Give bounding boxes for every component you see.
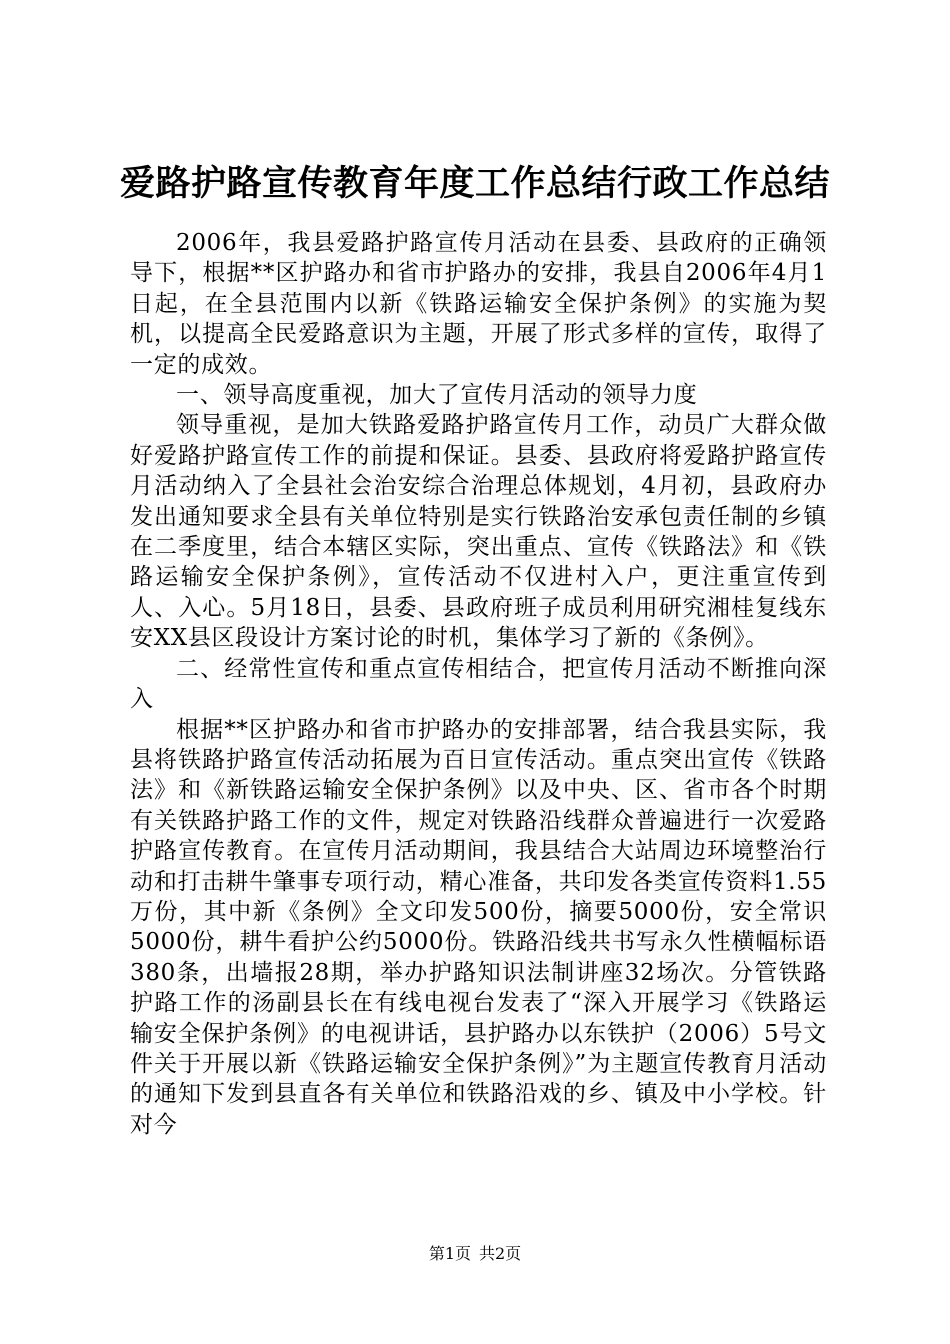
page-number: 第1页 xyxy=(428,1244,471,1263)
page-total: 共2页 xyxy=(479,1244,522,1263)
page-footer xyxy=(0,1244,950,1264)
document-body xyxy=(130,228,827,1140)
section-heading-2: 二、经常性宣传和重点宣传相结合，把宣传月活动不断推向深入 xyxy=(130,655,827,713)
paragraph-section-1: 领导重视，是加大铁路爱路护路宣传月工作，动员广大群众做好爱路护路宣传工作的前提和保证。县委、县政府将爱路护路宣传月活动纳入了全县社会治安综合治理总体规划，4月初，县政府办发出通知要求全县有关单位特别是实行铁路治安承包责任制的乡镇在二季度里，结合本辖区实际，突出重点、宣传《铁路法》和《铁路运输安全保护条例》，宣传活动不仅进村入户，更注重宣传到人、入心。5月18日，县委、县政府班子成员利用研究湘桂复线东安XX县区段设计方案讨论的时机，集体学习了新的《条例》。 xyxy=(130,412,827,652)
paragraph-intro: 2006年，我县爱路护路宣传月活动在县委、县政府的正确领导下，根据**区护路办和省市护路办的安排，我县自2006年4月1日起，在全县范围内以新《铁路运输安全保护条例》的实施为契机，以提高全民爱路意识为主题，开展了形式多样的宣传，取得了一定的成效。 xyxy=(130,230,827,378)
section-heading-1: 一、领导高度重视，加大了宣传月活动的领导力度 xyxy=(176,382,698,409)
document-title: 爱路护路宣传教育年度工作总结行政工作总结 xyxy=(119,163,830,204)
paragraph-section-2: 根据**区护路办和省市护路办的安排部署，结合我县实际，我县将铁路护路宣传活动拓展为百日宣传活动。重点突出宣传《铁路法》和《新铁路运输安全保护条例》以及中央、区、省市各个时期有关铁路护路工作的文件，规定对铁路沿线群众普遍进行一次爱路护路宣传教育。在宣传月活动期间，我县结合大站周边环境整治行动和打击耕牛肇事专项行动，精心准备，共印发各类宣传资料1.55万份，其中新《条例》全文印发500份，摘要5000份，安全常识5000份，耕牛看护公约5000份。铁路沿线共书写永久性横幅标语380条，出墙报28期，举办护路知识法制讲座32场次。分管铁路护路工作的汤副县长在有线电视台发表了“深入开展学习《铁路运输安全保护条例》的电视讲话，县护路办以东铁护（2006）5号文件关于开展以新《铁路运输安全保护条例》”为主题宣传教育月活动的通知下发到县直各有关单位和铁路沿戏的乡、镇及中小学校。针对今 xyxy=(130,716,827,1138)
